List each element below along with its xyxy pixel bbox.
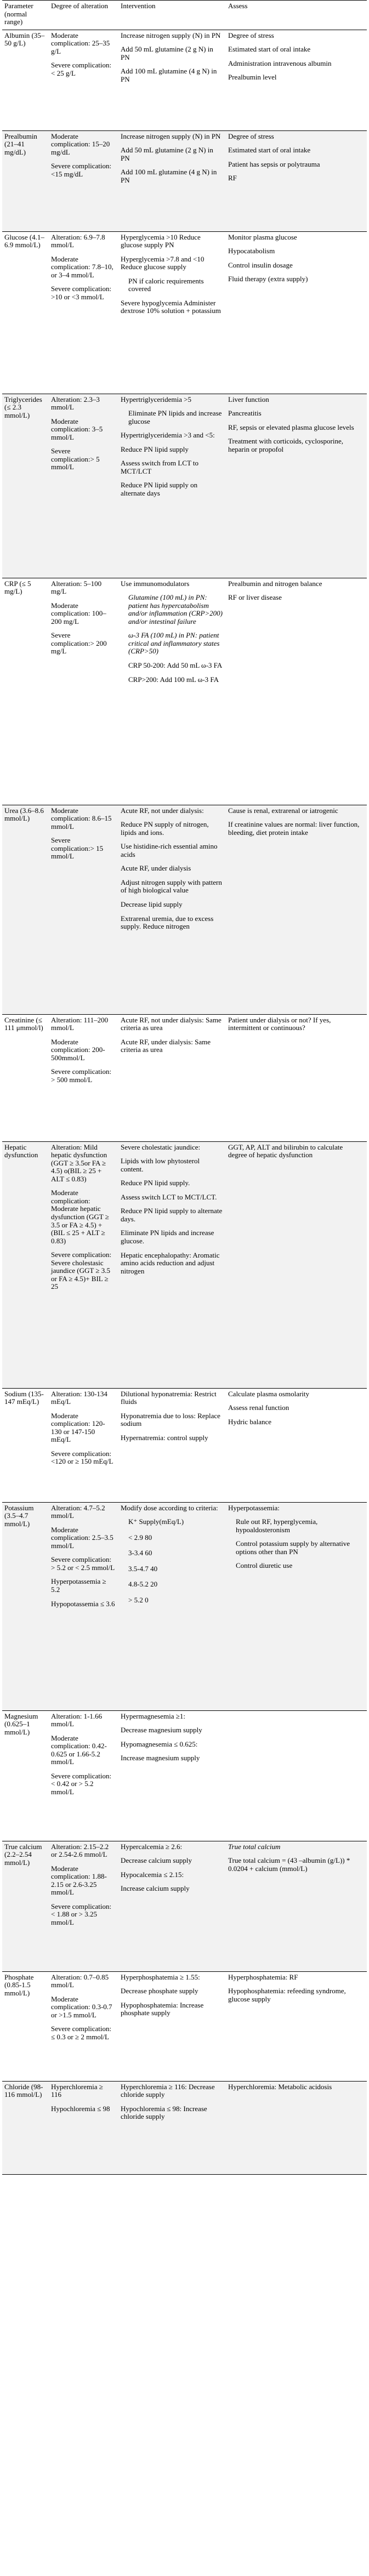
assess-text: Prealbumin and nitrogen balance xyxy=(228,579,322,588)
alteration-text: Moderate complication: 7.8–10, or 3–4 mmol/L xyxy=(51,254,113,279)
table-row-sodium xyxy=(2,1388,367,1502)
assess-text: Fluid therapy (extra supply) xyxy=(228,275,308,283)
cell-alteration xyxy=(49,805,118,1014)
intervention-text: 4.8-5.2 20 xyxy=(128,1580,158,1589)
cell-parameter xyxy=(2,1502,49,1710)
assess-text: GGT, AP, ALT and bilirubin to calculate degree of hepatic dysfunction xyxy=(228,1142,343,1159)
alteration-text: Severe complication: >10 or <3 mmol/L xyxy=(51,285,112,301)
table-row-albumin xyxy=(2,30,367,130)
parameter-label: Magnesium (0.625–1 mmol/L) xyxy=(4,1711,38,1736)
assess-text: Pancreatitis xyxy=(228,409,262,418)
intervention-text: CRP>200: Add 100 mL ω-3 FA xyxy=(128,675,219,684)
parameter-label: Hepatic dysfunction xyxy=(4,1142,38,1159)
intervention-text: Reduce PN lipid supply to alternate days. xyxy=(121,1207,223,1223)
parameter-label: True calcium (2.2–2.54 mmol/L) xyxy=(4,1842,42,1867)
cell-intervention xyxy=(118,130,226,231)
intervention-text: Adjust nitrogen supply with pattern of high biological value xyxy=(121,878,222,895)
cell-assess xyxy=(226,130,367,231)
assess-text: RF xyxy=(228,174,237,183)
alteration-text: Severe complication:> 200 mg/L xyxy=(51,631,107,656)
parameter-label: Glucose (4.1–6.9 mmol/L) xyxy=(4,232,44,249)
table-row-urea xyxy=(2,805,367,1014)
header-assess: Assess xyxy=(228,2,248,10)
parameter-label: Potassium (3.5–4.7 mmol/L) xyxy=(4,1503,34,1528)
cell-assess xyxy=(226,1710,367,1841)
assess-text: Monitor plasma glucose xyxy=(228,232,297,241)
assess-text: Treatment with corticoids, cyclosporine, heparin or propofol xyxy=(228,437,344,453)
cell-intervention xyxy=(118,394,226,578)
cell-parameter xyxy=(2,1141,49,1388)
intervention-text: Hypophosphatemia: Increase phosphate supply xyxy=(121,2000,204,2017)
assess-text: If creatinine values are normal: liver function, bleeding, diet protein intake xyxy=(228,820,360,837)
header-parameter: Parameter (normal range) xyxy=(4,2,33,26)
intervention-text: Eliminate PN lipids and increase glucose xyxy=(128,409,222,425)
alteration-text: Alteration: 1-1.66 mmol/L xyxy=(51,1711,103,1728)
intervention-text: 3-3.4 60 xyxy=(128,1549,152,1557)
intervention-text: Decrease phosphate supply xyxy=(121,1987,198,1995)
assess-text: Hypophosphatemia: refeeding syndrome, glucose supply xyxy=(228,1987,346,2003)
intervention-text: Increase calcium supply xyxy=(121,1884,190,1893)
alteration-text: Severe complication:> 5 mmol/L xyxy=(51,447,100,471)
cell-alteration xyxy=(49,1971,118,2081)
cell-parameter xyxy=(2,1388,49,1502)
cell-assess xyxy=(226,394,367,578)
intervention-text: ω-3 FA (100 mL) in PN: patient critical and inflammatory states (CRP>50) xyxy=(128,631,220,656)
intervention-text: Reduce PN supply of nitrogen, lipids and ions. xyxy=(121,820,209,837)
table-row-creatinine xyxy=(2,1014,367,1141)
intervention-text: Decrease magnesium supply xyxy=(121,1726,202,1735)
assess-text: Calculate plasma osmolarity xyxy=(228,1389,310,1398)
header-intervention: Intervention xyxy=(121,2,156,10)
intervention-text: Assess switch LCT to MCT/LCT. xyxy=(121,1192,217,1201)
cell-parameter xyxy=(2,231,49,394)
assess-text: Control diuretic use xyxy=(236,1561,293,1570)
cell-assess xyxy=(226,2081,367,2174)
cell-alteration xyxy=(49,2081,118,2174)
alteration-text: Hypochloremia ≤ 98 xyxy=(51,2104,110,2113)
alteration-text: Severe complication: <120 or ≥ 150 mEq/L xyxy=(51,1449,113,1466)
table-row-prealbumin xyxy=(2,130,367,231)
cell-alteration xyxy=(49,394,118,578)
table-header-row xyxy=(2,1,367,30)
assess-text: RF or liver disease xyxy=(228,593,282,602)
cell-assess xyxy=(226,1141,367,1388)
alteration-text: Alteration: Mild hepatic dysfunction (GGT ≥ 3.5or FA ≥ 4.5) o(BIL ≥ 25 + ALT ≤ 0.83) xyxy=(51,1142,107,1183)
intervention-text: Hypocalcemia ≤ 2.15: xyxy=(121,1870,184,1879)
cell-intervention xyxy=(118,1971,226,2081)
intervention-text: Hepatic encephalopathy: Aromatic amino acids reduction and adjust nitrogen xyxy=(121,1250,220,1275)
table-row-hepatic-dysfunction xyxy=(2,1141,367,1388)
cell-intervention xyxy=(118,1710,226,1841)
alteration-text: Moderate complication: 0.3-0.7 or >1.5 mmol/L xyxy=(51,1994,112,2019)
parameter-label: Phosphate (0.85-1.5 mmol/L) xyxy=(4,1972,34,1997)
table-row-triglycerides xyxy=(2,394,367,578)
alteration-text: Alteration: 2.15–2.2 or 2.54-2.6 mmol/L xyxy=(51,1842,109,1859)
parameter-label: Albumin (35–50 g/L) xyxy=(4,31,45,48)
assess-text: RF, sepsis or elevated plasma glucose levels xyxy=(228,423,354,431)
alteration-text: Severe complication: > 500 mmol/L xyxy=(51,1067,112,1084)
intervention-text: Increase nitrogen supply (N) in PN xyxy=(121,31,221,39)
alteration-text: Alteration: 0.7–0.85 mmol/L xyxy=(51,1972,109,1989)
intervention-text: < 2.9 80 xyxy=(128,1533,152,1542)
assess-text: Estimated start of oral intake xyxy=(228,45,311,54)
alteration-text: Severe complication: <15 mg/dL xyxy=(51,162,112,178)
intervention-text: Increase magnesium supply xyxy=(121,1754,200,1762)
intervention-text: Hypercalcemia ≥ 2.6: xyxy=(121,1842,183,1851)
table-row-true-calcium xyxy=(2,1841,367,1971)
intervention-text: Use histidine-rich essential amino acids xyxy=(121,842,218,858)
cell-intervention xyxy=(118,578,226,805)
intervention-text: 3.5-4.7 40 xyxy=(128,1564,158,1573)
alteration-text: Moderate complication: 1.88-2.15 or 2.6-3.25 mmol/L xyxy=(51,1864,107,1897)
alteration-text: Moderate complication: 25–35 g/L xyxy=(51,31,110,55)
assess-text: Hyperchloremia: Metabolic acidosis xyxy=(228,2082,332,2091)
alteration-text: Hypopotassemia ≤ 3.6 xyxy=(51,1599,115,1608)
alteration-text: Severe complication: > 5.2 or < 2.5 mmol/L xyxy=(51,1555,115,1572)
intervention-text: Hypermagnesemia ≥1: xyxy=(121,1711,185,1720)
cell-intervention xyxy=(118,231,226,394)
table-row-glucose xyxy=(2,231,367,394)
intervention-text: Add 100 mL glutamine (4 g N) in PN xyxy=(121,67,217,83)
intervention-text: Decrease calcium supply xyxy=(121,1856,192,1865)
intervention-text: Hypertriglyceridemia >3 and <5: xyxy=(121,431,215,440)
parameter-label: Sodium (135-147 mEq/L) xyxy=(4,1389,44,1406)
intervention-text: Reduce PN lipid supply on alternate days xyxy=(121,481,198,498)
assess-text: True total calcium xyxy=(228,1842,281,1851)
table-row-magnesium xyxy=(2,1710,367,1841)
cell-assess xyxy=(226,578,367,805)
cell-intervention xyxy=(118,1014,226,1141)
parameter-label: Urea (3.6–8.6 mmol/L) xyxy=(4,806,44,823)
intervention-text: Hypochloremia ≤ 98: Increase chloride supply xyxy=(121,2104,207,2121)
alteration-text: Severe complication: < 25 g/L xyxy=(51,61,112,77)
intervention-text: Acute RF, not under dialysis: Same criteria as urea xyxy=(121,1015,222,1032)
cell-intervention xyxy=(118,2081,226,2174)
cell-parameter xyxy=(2,578,49,805)
cell-alteration xyxy=(49,1388,118,1502)
table-row-phosphate xyxy=(2,1971,367,2081)
cell-alteration xyxy=(49,1502,118,1710)
assess-text: True total calcium = (43 –albumin (g/L)) * 0.0204 + calcium (mmol/L) xyxy=(228,1856,350,1873)
parameter-label: Creatinine (≤ 111 μmmol/l) xyxy=(4,1015,43,1032)
cell-assess xyxy=(226,1388,367,1502)
parameter-label: CRP (≤ 5 mg/L) xyxy=(4,579,31,596)
intervention-text: Hyperchloremia ≥ 116: Decrease chloride supply xyxy=(121,2082,215,2099)
intervention-text: Glutamine (100 mL) in PN: patient has hypercatabolism and/or inflammation (CRP>200) and/or intestinal failure xyxy=(128,593,223,625)
alteration-text: Hyperpotassemia ≥ 5.2 xyxy=(51,1577,106,1594)
intervention-text: PN if caloric requirements covered xyxy=(128,276,204,293)
intervention-text: Lipids with low phytosterol content. xyxy=(121,1157,200,1173)
cell-assess xyxy=(226,805,367,1014)
intervention-text: K⁺ Supply(mEq/L) xyxy=(128,1517,184,1526)
intervention-text: Hypernatremia: control supply xyxy=(121,1433,208,1442)
cell-intervention xyxy=(118,1388,226,1502)
document-page xyxy=(2,0,367,2175)
assess-text: Control potassium supply by alternative options other than PN xyxy=(236,1539,350,1556)
cell-alteration xyxy=(49,1141,118,1388)
cell-intervention xyxy=(118,30,226,130)
cell-intervention xyxy=(118,1841,226,1971)
assess-text: Liver function xyxy=(228,395,269,403)
cell-assess xyxy=(226,1841,367,1971)
cell-alteration xyxy=(49,578,118,805)
alteration-text: Moderate complication: 0.42-0.625 or 1.66-5.2 mmol/L xyxy=(51,1733,107,1766)
assess-text: Patient has sepsis or polytrauma xyxy=(228,160,320,168)
intervention-text: Reduce PN lipid supply. xyxy=(121,1179,190,1187)
parameter-label: Prealbumin (21–41 mg/dL) xyxy=(4,132,37,156)
intervention-text: Acute RF, under dialysis: Same criteria as urea xyxy=(121,1037,211,1054)
cell-assess xyxy=(226,231,367,394)
assess-text: Degree of stress xyxy=(228,31,274,39)
intervention-text: Hypomagnesemia ≤ 0.625: xyxy=(121,1739,198,1748)
cell-alteration xyxy=(49,30,118,130)
assess-text: Administration intravenous albumin xyxy=(228,59,332,67)
assess-text: Estimated start of oral intake xyxy=(228,146,311,155)
alteration-text: Moderate complication: 100–200 mg/L xyxy=(51,601,106,625)
cell-intervention xyxy=(118,1502,226,1710)
intervention-text: Hyperglycemia >10 Reduce glucose supply PN xyxy=(121,232,201,249)
alteration-text: Hyperchloremia ≥ 116 xyxy=(51,2082,103,2099)
cell-assess xyxy=(226,30,367,130)
intervention-text: Increase nitrogen supply (N) in PN xyxy=(121,132,221,140)
cell-assess xyxy=(226,1502,367,1710)
intervention-text: Extrarenal uremia, due to excess supply. Reduce nitrogen xyxy=(121,914,214,931)
alteration-text: Alteration: 130-134 mEq/L xyxy=(51,1389,107,1406)
assess-text: Cause is renal, extrarenal or iatrogenic xyxy=(228,806,338,815)
cell-intervention xyxy=(118,1141,226,1388)
intervention-text: Assess switch from LCT to MCT/LCT xyxy=(121,459,199,475)
alteration-text: Severe complication: < 0.42 or > 5.2 mmol/L xyxy=(51,1771,112,1796)
alteration-text: Moderate complication: 2.5–3.5 mmol/L xyxy=(51,1525,113,1550)
intervention-text: CRP 50-200: Add 50 mL ω-3 FA xyxy=(128,661,223,670)
alteration-text: Severe complication: ≤ 0.3 or ≥ 2 mmol/L xyxy=(51,2025,112,2041)
intervention-text: Add 50 mL glutamine (2 g N) in PN xyxy=(121,146,213,162)
intervention-text: Severe cholestatic jaundice: xyxy=(121,1142,201,1151)
assess-text: Patient under dialysis or not? If yes, intermittent or continuous? xyxy=(228,1015,331,1032)
assess-text: Control insulin dosage xyxy=(228,260,293,269)
alteration-text: Severe complication: Severe cholestasic jaundice (GGT ≥ 3.5 or FA ≥ 4.5)+ BIL ≥ 25 xyxy=(51,1250,112,1291)
alteration-text: Moderate complication: 3–5 mmol/L xyxy=(51,417,103,441)
intervention-text: Modify dose according to criteria: xyxy=(121,1503,218,1512)
cell-alteration xyxy=(49,1841,118,1971)
intervention-text: Add 100 mL glutamine (4 g N) in PN xyxy=(121,168,217,184)
cell-parameter xyxy=(2,2081,49,2174)
cell-intervention xyxy=(118,805,226,1014)
alteration-text: Severe complication:> 15 mmol/L xyxy=(51,836,104,861)
assess-text: Hyperpotassemia: xyxy=(228,1503,280,1512)
cell-parameter xyxy=(2,30,49,130)
intervention-text: Acute RF, under dialysis xyxy=(121,864,191,873)
intervention-text: Hyperphosphatemia ≥ 1.55: xyxy=(121,1972,200,1981)
cell-parameter xyxy=(2,1710,49,1841)
intervention-text: Use immunomodulators xyxy=(121,579,190,588)
alteration-text: Alteration: 6.9–7.8 mmol/L xyxy=(51,232,105,249)
alteration-text: Alteration: 2.3–3 mmol/L xyxy=(51,395,100,412)
intervention-text: Add 50 mL glutamine (2 g N) in PN xyxy=(121,45,213,61)
cell-parameter xyxy=(2,394,49,578)
intervention-text: Decrease lipid supply xyxy=(121,900,183,909)
cell-parameter xyxy=(2,805,49,1014)
alteration-text: Moderate complication: 120-130 or 147-150 mEq/L xyxy=(51,1411,105,1444)
cell-parameter xyxy=(2,1014,49,1141)
intervention-text: Eliminate PN lipids and increase glucose. xyxy=(121,1229,214,1246)
cell-parameter xyxy=(2,130,49,231)
cell-alteration xyxy=(49,1014,118,1141)
table-row-crp xyxy=(2,578,367,805)
assess-text: Hydric balance xyxy=(228,1417,272,1426)
assess-text: Rule out RF, hyperglycemia, hypoaldosteronism xyxy=(236,1517,318,1534)
alteration-text: Moderate complication: Moderate hepatic dysfunction (GGT ≥ 3.5 or FA ≥ 4.5) + (BIL ≤ 25 + ALT ≥ 0.83) xyxy=(51,1189,109,1245)
assess-text: Assess renal function xyxy=(228,1403,289,1412)
alteration-text: Alteration: 4.7–5.2 mmol/L xyxy=(51,1503,105,1520)
alteration-text: Severe complication: < 1.88 or > 3.25 mmol/L xyxy=(51,1902,112,1927)
parameter-label: Chloride (98-116 mmol/L) xyxy=(4,2082,43,2099)
intervention-text: > 5.2 0 xyxy=(128,1595,149,1604)
alteration-text: Moderate complication: 8.6–15 mmol/L xyxy=(51,806,112,831)
intervention-text: Hyponatremia due to loss: Replace sodium xyxy=(121,1411,220,1428)
cell-assess xyxy=(226,1971,367,2081)
intervention-text: Acute RF, not under dialysis: xyxy=(121,806,204,815)
assess-text: Hyperphosphatemia: RF xyxy=(228,1972,298,1981)
alteration-text: Alteration: 5–100 mg/L xyxy=(51,579,102,596)
intervention-text: Hypertriglyceridemia >5 xyxy=(121,395,191,403)
cell-alteration xyxy=(49,130,118,231)
cell-alteration xyxy=(49,1710,118,1841)
alteration-text: Moderate complication: 15–20 mg/dL xyxy=(51,132,110,156)
cell-assess xyxy=(226,1014,367,1141)
cell-parameter xyxy=(2,1841,49,1971)
header-alteration: Degree of alteration xyxy=(51,2,108,10)
alteration-text: Alteration: 111–200 mmol/L xyxy=(51,1015,109,1032)
alteration-text: Moderate complication: 200-500mmol/L xyxy=(51,1037,105,1062)
intervention-text: Dilutional hyponatremia: Restrict fluids xyxy=(121,1389,217,1406)
cell-parameter xyxy=(2,1971,49,2081)
assess-text: Hypocatabolism xyxy=(228,247,275,255)
intervention-text: Hyperglycemia >7.8 and <10 Reduce glucose supply xyxy=(121,254,205,271)
table-row-potassium xyxy=(2,1502,367,1710)
assess-text: Prealbumin level xyxy=(228,73,277,82)
cell-alteration xyxy=(49,231,118,394)
assess-text: Degree of stress xyxy=(228,132,274,140)
intervention-text: Severe hypoglycemia Administer dextrose 10% solution + potassium xyxy=(121,298,221,315)
parameter-label: Triglycerides (≤ 2.3 mmol/L) xyxy=(4,395,42,419)
pn-monitoring-table xyxy=(2,0,367,2175)
table-row-chloride xyxy=(2,2081,367,2174)
intervention-text: Reduce PN lipid supply xyxy=(121,445,189,453)
